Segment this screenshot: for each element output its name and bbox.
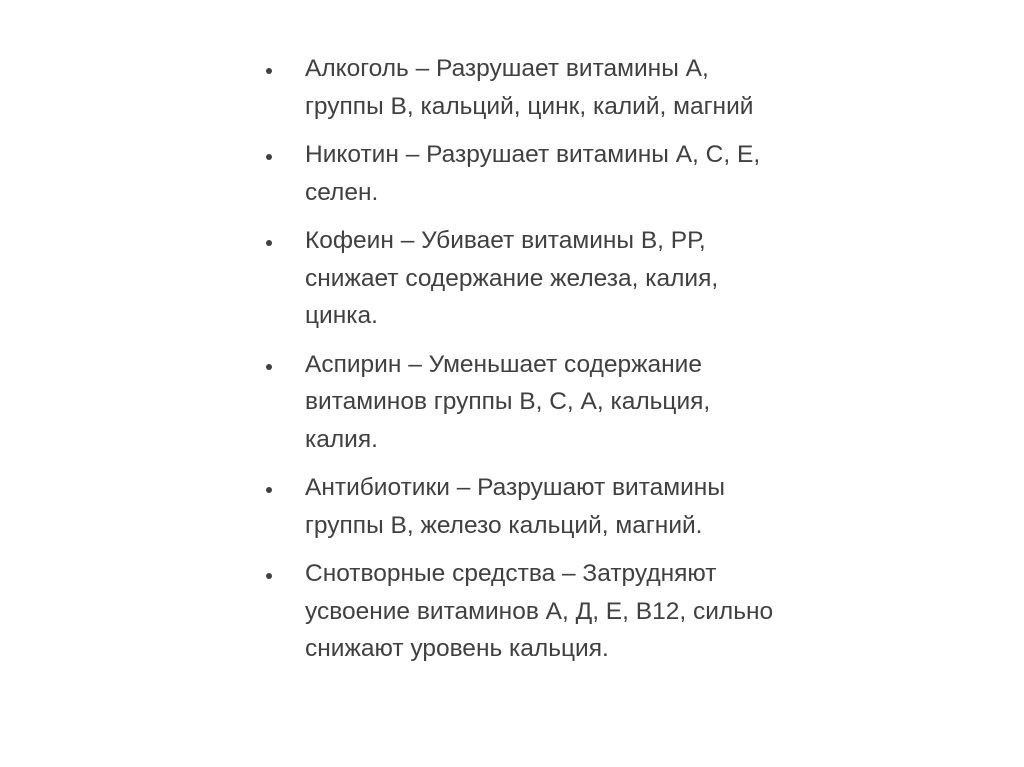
list-item-text: Алкоголь – Разрушает витамины А, группы В, кальций, цинк, калий, магний — [305, 55, 754, 120]
bullet-dot-icon — [266, 240, 272, 246]
bullet-dot-icon — [266, 68, 272, 74]
list-item — [258, 136, 778, 211]
list-item-text: Кофеин – Убивает витамины В, РР, снижает содержание железа, калия, цинка. — [305, 227, 719, 329]
list-item-text: Аспирин – Уменьшает содержание витаминов группы В, С, А, кальция, калия. — [305, 350, 711, 453]
list-item — [258, 469, 778, 544]
bullet-dot-icon — [266, 573, 272, 579]
list-item — [258, 555, 778, 668]
bullet-dot-icon — [266, 364, 272, 370]
list-item — [258, 346, 778, 459]
list-item — [258, 222, 778, 335]
bullet-dot-icon — [266, 487, 272, 493]
list-item-text: Никотин – Разрушает витамины А, С, Е, селен. — [305, 141, 761, 206]
list-item-text: Снотворные средства – Затрудняют усвоение витаминов А, Д, Е, В12, сильно снижают уровень кальция. — [305, 560, 774, 662]
list-item — [258, 50, 778, 125]
list-item-text: Антибиотики – Разрушают витамины группы В, железо кальций, магний. — [305, 474, 725, 539]
bullet-dot-icon — [266, 154, 272, 160]
bullet-list — [258, 50, 778, 679]
